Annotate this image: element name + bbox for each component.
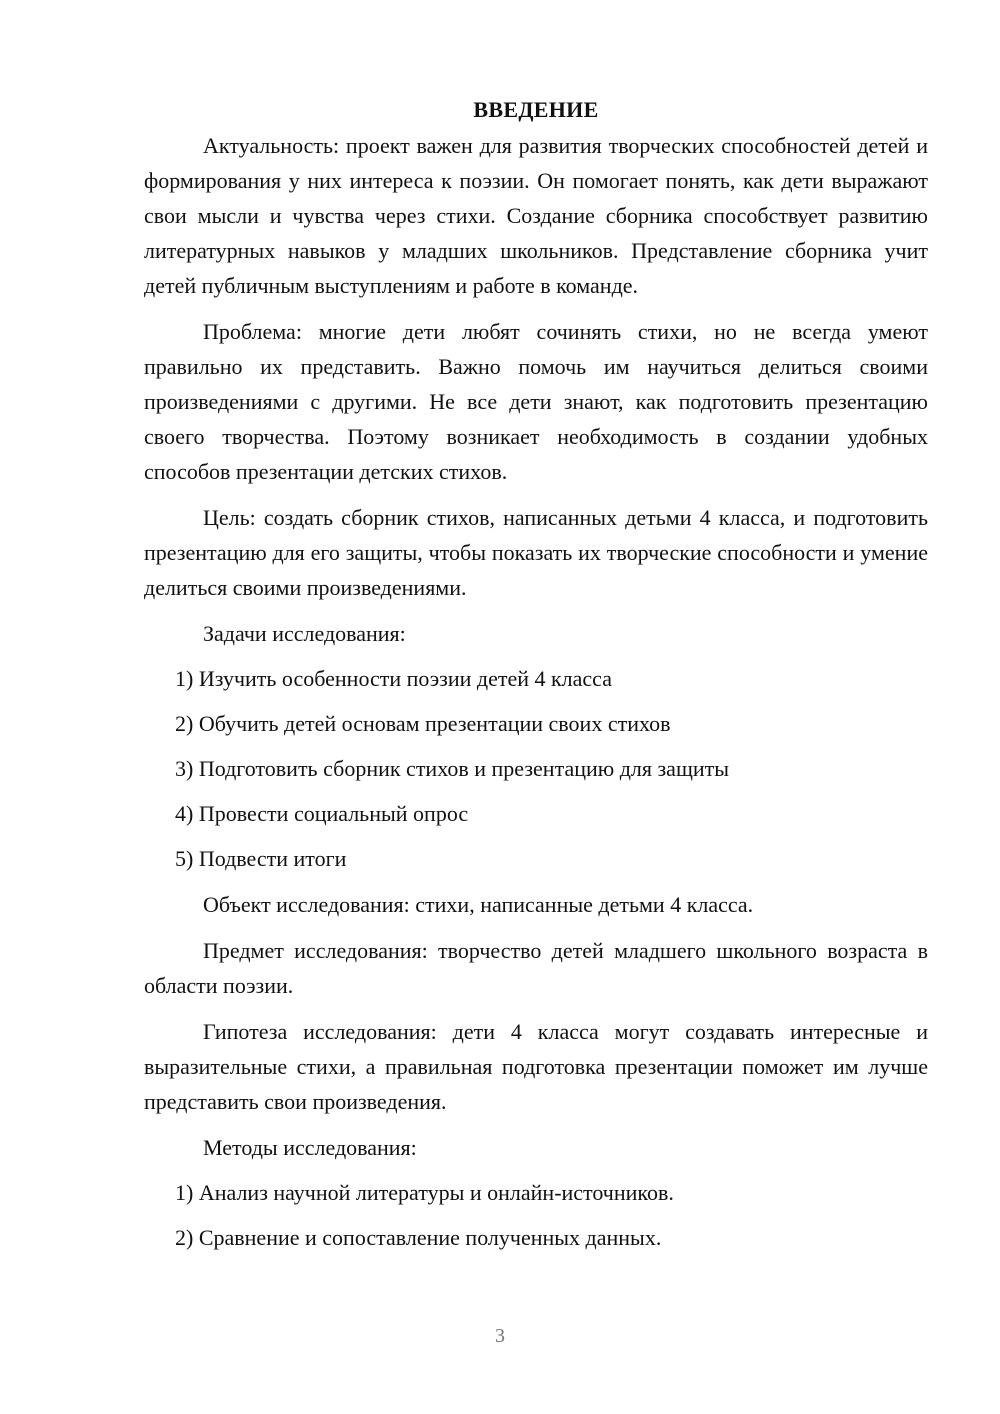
tasks-heading: Задачи исследования: <box>203 621 406 646</box>
subject-paragraph: Предмет исследования: творчество детей младшего школьного возраста в области поэзии. <box>144 938 928 998</box>
object-paragraph: Объект исследования: стихи, написанные детьми 4 класса. <box>203 892 754 917</box>
method-item: 1) Анализ научной литературы и онлайн-источников. <box>175 1180 674 1205</box>
page-number: 3 <box>495 1325 505 1347</box>
task-item: 3) Подготовить сборник стихов и презентацию для защиты <box>175 756 730 781</box>
relevance-paragraph: Актуальность: проект важен для развития творческих способностей детей и формирования у них интереса к поэзии. Он помогает понять, как дети выражают свои мысли и чувства через стихи. Создание сборника способствует развитию литературных навыков у младших школьников. Представление сборника учит детей публичным выступлениям и работе в команде. <box>144 133 928 298</box>
task-item: 2) Обучить детей основам презентации своих стихов <box>175 711 671 736</box>
methods-heading: Методы исследования: <box>203 1135 417 1160</box>
hypothesis-paragraph: Гипотеза исследования: дети 4 класса могут создавать интересные и выразительные стихи, а правильная подготовка презентации поможет им лучше представить свои произведения. <box>144 1019 928 1114</box>
tasks-list <box>144 661 928 876</box>
section-title: ВВЕДЕНИЕ <box>473 97 599 122</box>
document-page <box>144 92 928 1255</box>
problem-paragraph: Проблема: многие дети любят сочинять стихи, но не всегда умеют правильно их представить. Важно помочь им научиться делиться своими произведениями с другими. Не все дети знают, как подготовить презентацию своего творчества. Поэтому возникает необходимость в создании удобных способов презентации детских стихов. <box>144 319 928 484</box>
task-item: 1) Изучить особенности поэзии детей 4 класса <box>175 666 612 691</box>
task-item: 5) Подвести итоги <box>175 846 347 871</box>
method-item: 2) Сравнение и сопоставление полученных данных. <box>175 1225 662 1250</box>
task-item: 4) Провести социальный опрос <box>175 801 469 826</box>
goal-paragraph: Цель: создать сборник стихов, написанных детьми 4 класса, и подготовить презентацию для его защиты, чтобы показать их творческие способности и умение делиться своими произведениями. <box>144 505 928 600</box>
methods-list <box>144 1175 928 1255</box>
